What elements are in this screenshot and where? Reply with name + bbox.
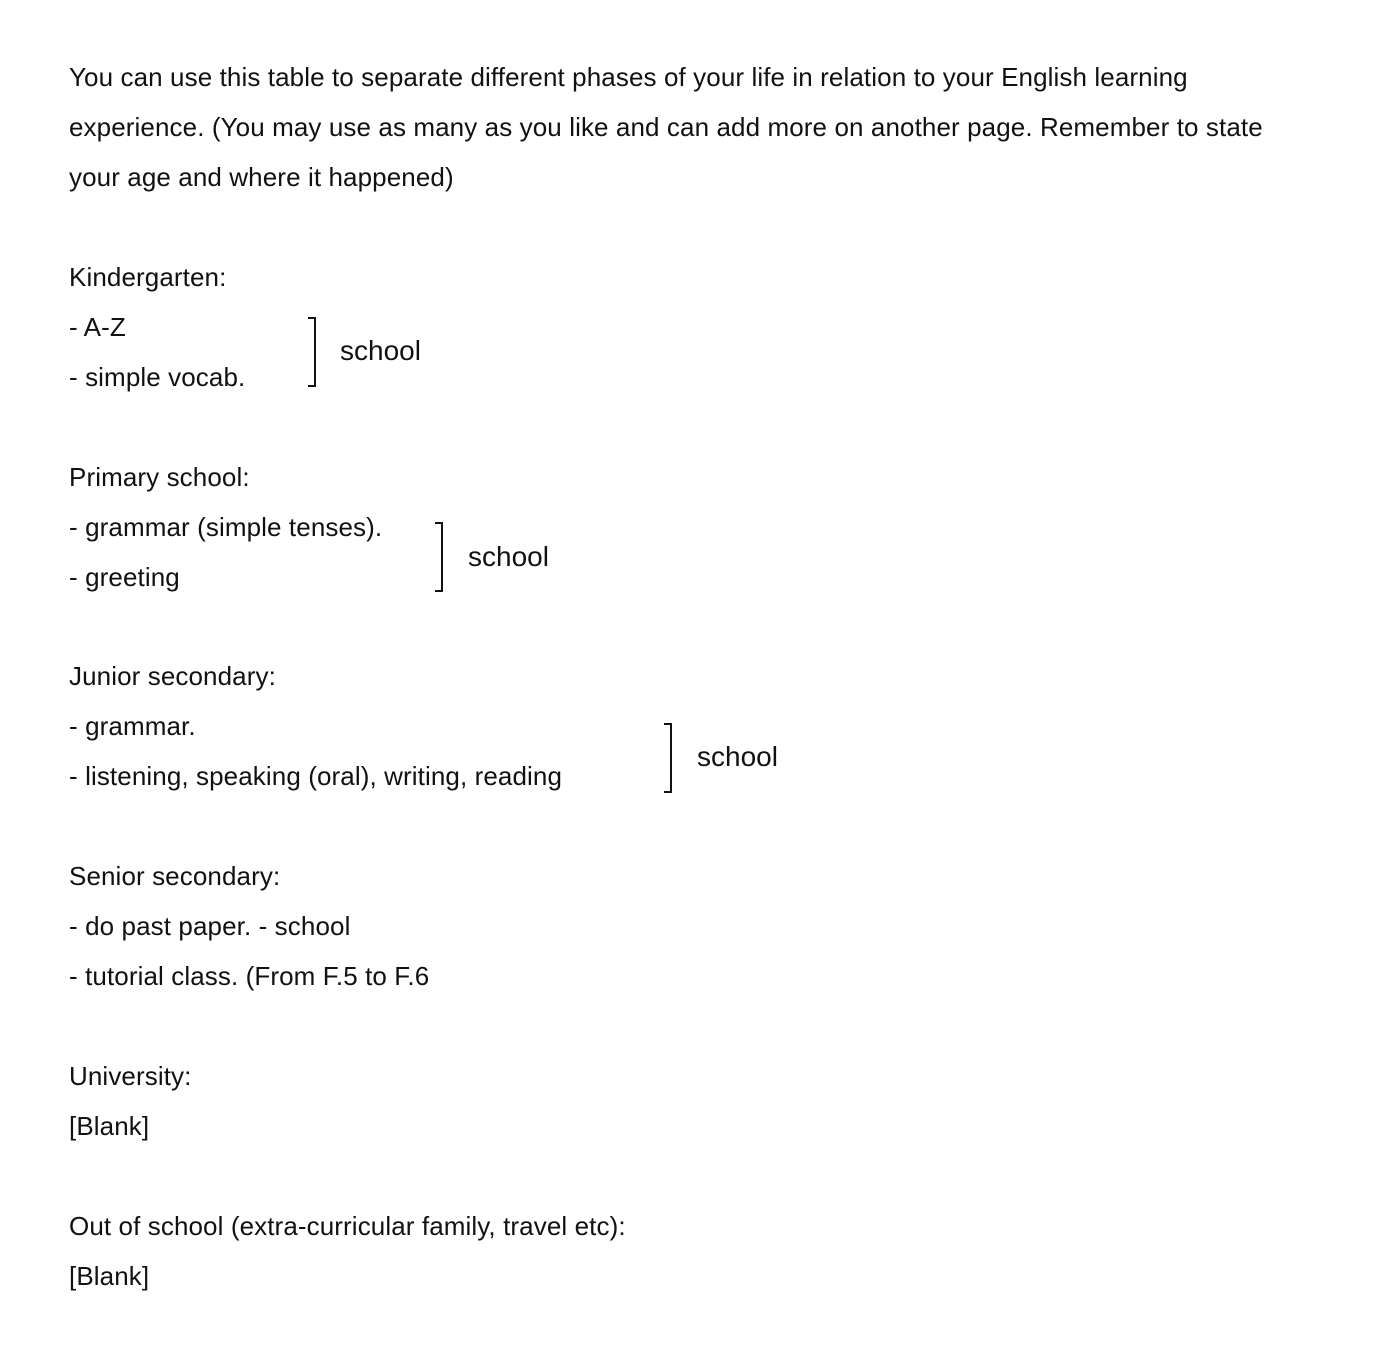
university-heading: University:: [69, 1061, 192, 1091]
primary-bracket-label: school: [468, 541, 549, 572]
junior-heading: Junior secondary:: [69, 661, 276, 691]
primary-bracket: [435, 522, 443, 592]
kindergarten-item: - A-Z: [69, 312, 126, 342]
kindergarten-bracket: [308, 317, 316, 387]
senior-heading: Senior secondary:: [69, 861, 281, 891]
primary-heading: Primary school:: [69, 462, 250, 492]
intro-line-1: You can use this table to separate different phases of your life in relation to your English learning: [69, 62, 1188, 92]
junior-bracket-label: school: [697, 741, 778, 772]
senior-item: - tutorial class. (From F.5 to F.6: [69, 961, 430, 991]
kindergarten-item: - simple vocab.: [69, 362, 246, 392]
kindergarten-bracket-label: school: [340, 335, 421, 366]
out-of-school-item: [Blank]: [69, 1261, 150, 1291]
university-item: [Blank]: [69, 1111, 150, 1141]
primary-item: - greeting: [69, 562, 180, 592]
junior-item: - grammar.: [69, 711, 196, 741]
senior-item: - do past paper. - school: [69, 911, 351, 941]
junior-bracket: [664, 723, 672, 793]
kindergarten-heading: Kindergarten:: [69, 262, 227, 292]
intro-line-2: experience. (You may use as many as you like and can add more on another page. Remember to state: [69, 112, 1263, 142]
intro-line-3: your age and where it happened): [69, 162, 454, 192]
primary-item: - grammar (simple tenses).: [69, 512, 383, 542]
junior-item: - listening, speaking (oral), writing, reading: [69, 761, 563, 791]
out-of-school-heading: Out of school (extra-curricular family, travel etc):: [69, 1211, 626, 1241]
